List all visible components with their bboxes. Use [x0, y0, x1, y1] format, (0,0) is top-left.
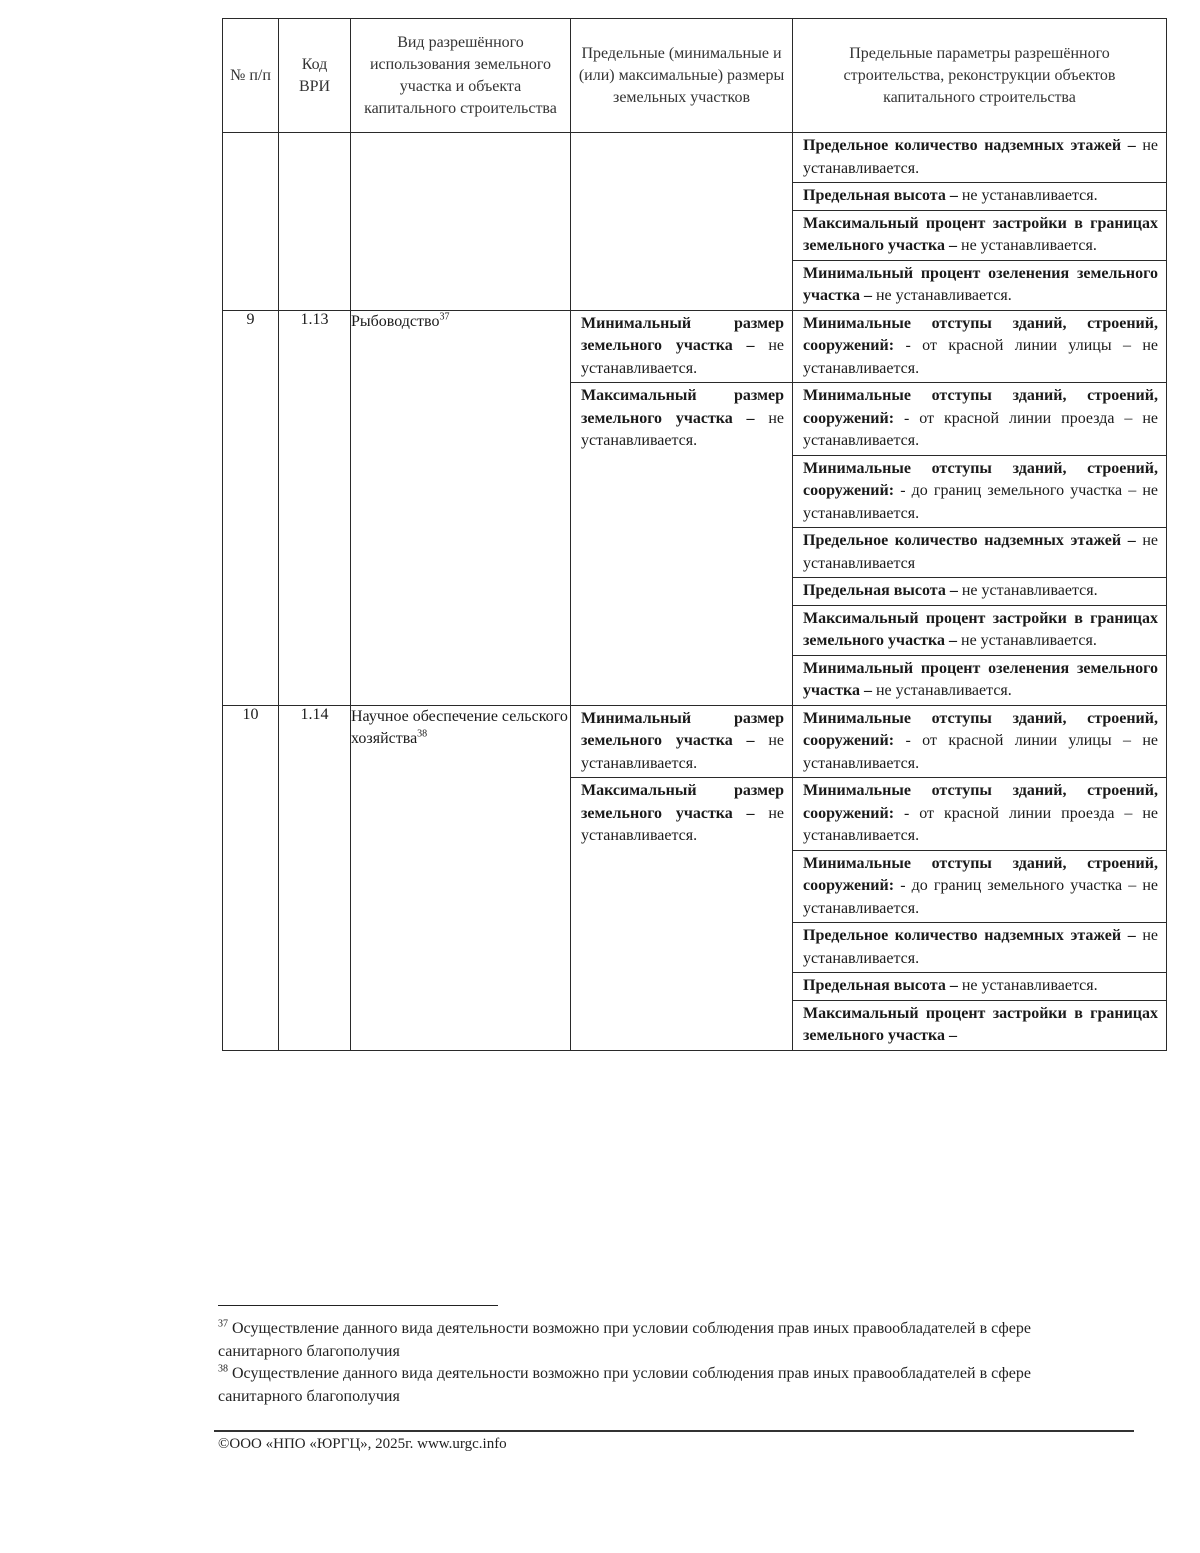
param-title: Предельная высота – [803, 977, 958, 994]
param-title: Предельная высота – [803, 187, 958, 204]
param-title: Минимальные отступы зданий, строений, сооружений: [803, 459, 1158, 499]
row-code: 1.14 [300, 705, 329, 723]
row-number: 9 [246, 310, 255, 328]
row-code-cell [279, 705, 351, 1050]
param-title: Максимальный процент застройки в границах земельного участка – [803, 214, 1158, 254]
param-title: Минимальный процент озеленения земельного участка – [803, 659, 1158, 699]
row-use-text: Научное обеспечение сельского хозяйства [351, 707, 568, 747]
row-params-cell [793, 705, 1167, 1050]
param-title: Минимальные отступы зданий, строений, сооружений: [803, 709, 1158, 749]
param-title: Минимальные отступы зданий, строений, сооружений: [803, 314, 1158, 354]
param-value: не устанавливается. [871, 287, 1012, 304]
page-footer-divider [214, 1430, 1134, 1432]
footnote [218, 1363, 1038, 1408]
row-code: 1.13 [300, 310, 329, 328]
param-title: Предельное количество надземных этажей – [803, 927, 1136, 944]
header-use: Вид разрешённого использования земельного участка и объекта капитального строительства [351, 19, 571, 133]
param-cell [793, 922, 1166, 972]
param-cell [793, 260, 1166, 310]
param-value: - от красной линии проезда – не устанавливается. [803, 804, 1158, 844]
header-code: Код ВРИ [279, 19, 351, 133]
size-cell [571, 311, 792, 383]
footnote-ref[interactable]: 38 [417, 728, 428, 740]
row-code-cell [279, 133, 351, 311]
param-title: Минимальные отступы зданий, строений, сооружений: [803, 854, 1158, 894]
param-title: Максимальный процент застройки в границах земельного участка – [803, 1004, 1158, 1044]
footnote-text: Осуществление данного вида деятельности возможно при условии соблюдения прав иных правообладателей в сфере санитарного благополучия [218, 1320, 1031, 1360]
row-number: 10 [242, 705, 259, 723]
size-cell [571, 706, 792, 778]
param-title: Минимальный процент озеленения земельного участка – [803, 264, 1158, 304]
param-value: не устанавливается. [957, 237, 1097, 254]
land-use-table [222, 18, 1167, 1051]
table-row [223, 310, 1167, 705]
param-title: Предельное количество надземных этажей – [803, 532, 1136, 549]
param-cell [793, 1000, 1166, 1050]
row-use-cell [351, 705, 571, 1050]
param-value: не устанавливается. [871, 682, 1012, 699]
param-value: - от красной линии улицы – не устанавливается. [803, 337, 1158, 377]
footnote-mark: 37 [218, 1318, 228, 1330]
size-title: Максимальный размер земельного участка – [581, 782, 784, 822]
param-value: не устанавливается. [957, 582, 1098, 599]
param-title: Минимальные отступы зданий, строений, сооружений: [803, 387, 1158, 427]
param-value: не устанавливается [803, 532, 1158, 572]
param-cell [793, 133, 1166, 182]
param-cell [793, 777, 1166, 850]
size-cell [571, 777, 792, 850]
footnote-divider [218, 1305, 498, 1306]
row-use-cell [351, 310, 571, 705]
footnote-ref[interactable]: 37 [439, 311, 450, 323]
param-cell [793, 182, 1166, 210]
row-code-cell [279, 310, 351, 705]
page-footer-copyright: ©ООО «НПО «ЮРГЦ», 2025г. www.urgc.info [218, 1436, 507, 1452]
row-params-cell [793, 133, 1167, 311]
size-title: Максимальный размер земельного участка – [581, 387, 784, 427]
param-value: не устанавливается. [957, 187, 1098, 204]
param-value: не устанавливается. [957, 977, 1098, 994]
footnote-text: Осуществление данного вида деятельности возможно при условии соблюдения прав иных правообладателей в сфере санитарного благополучия [218, 1365, 1031, 1405]
row-params-cell [793, 310, 1167, 705]
size-cell [571, 382, 792, 455]
footnotes [218, 1318, 1038, 1408]
param-title: Максимальный процент застройки в границах земельного участка – [803, 609, 1158, 649]
param-cell [793, 972, 1166, 1000]
param-cell [793, 382, 1166, 455]
param-cell [793, 311, 1166, 383]
header-num: № п/п [223, 19, 279, 133]
param-title: Минимальные отступы зданий, строений, сооружений: [803, 782, 1158, 822]
param-title: Предельное количество надземных этажей – [803, 137, 1136, 154]
param-cell [793, 210, 1166, 260]
row-size-cell [571, 705, 793, 1050]
row-size-cell [571, 133, 793, 311]
header-params: Предельные параметры разрешённого строительства, реконструкции объектов капитального строительства [793, 19, 1167, 133]
param-cell [793, 455, 1166, 528]
param-value: - до границ земельного участка – не устанавливается. [803, 877, 1158, 917]
footnote-mark: 38 [218, 1363, 228, 1375]
param-cell [793, 605, 1166, 655]
param-cell [793, 655, 1166, 705]
param-value: не устанавливается. [803, 927, 1158, 967]
size-title: Минимальный размер земельного участка – [581, 709, 784, 749]
row-size-cell [571, 310, 793, 705]
param-cell [793, 577, 1166, 605]
param-cell [793, 706, 1166, 778]
table-row [223, 705, 1167, 1050]
param-cell [793, 850, 1166, 923]
param-cell [793, 527, 1166, 577]
size-title: Минимальный размер земельного участка – [581, 314, 784, 354]
row-use-text: Рыбоводство [351, 312, 440, 330]
header-size: Предельные (минимальные и (или) максимальные) размеры земельных участков [571, 19, 793, 133]
param-value: не устанавливается. [803, 137, 1158, 177]
row-use-cell [351, 133, 571, 311]
header-row [223, 19, 1167, 133]
param-value: - до границ земельного участка – не устанавливается. [803, 482, 1158, 522]
param-value: - от красной линии проезда – не устанавливается. [803, 409, 1158, 449]
size-value: не устанавливается. [581, 732, 784, 772]
row-num-cell [223, 310, 279, 705]
param-title: Предельная высота – [803, 582, 958, 599]
size-value: не устанавливается. [581, 409, 784, 449]
size-value: не устанавливается. [581, 804, 784, 844]
table-row [223, 133, 1167, 311]
param-value: не устанавливается. [957, 632, 1097, 649]
size-value: не устанавливается. [581, 337, 784, 377]
param-value: - от красной линии улицы – не устанавливается. [803, 732, 1158, 772]
footnote [218, 1318, 1038, 1363]
row-num-cell [223, 133, 279, 311]
row-num-cell [223, 705, 279, 1050]
